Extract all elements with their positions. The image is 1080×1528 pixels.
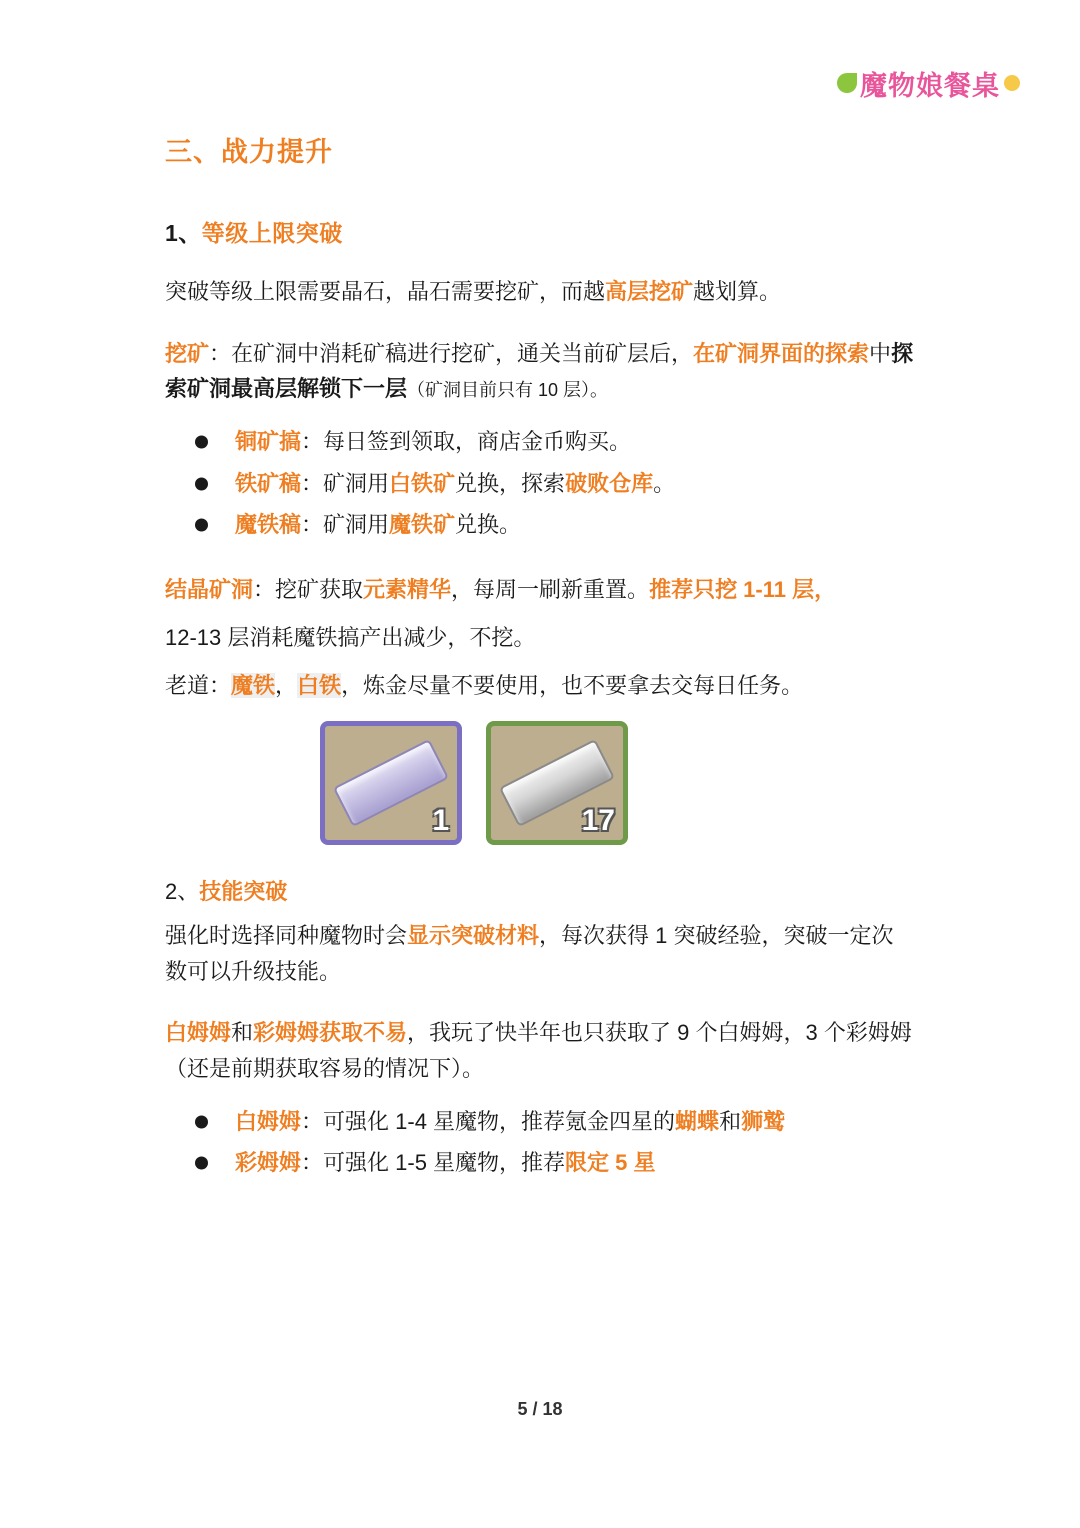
list-item-text: ：矿洞用 [301, 512, 390, 538]
list-item-label: 铁矿稿 [235, 470, 302, 496]
text-run: ，炼金尽量不要使用，也不要拿去交每日任务。 [341, 672, 804, 698]
list-item [195, 504, 915, 546]
text-highlight: 挖矿 [165, 340, 210, 366]
text-run: 中 [869, 340, 892, 366]
dot-icon [1004, 75, 1020, 91]
text-highlight: 限定 5 星 [565, 1150, 656, 1176]
list-item-text: ：矿洞用 [301, 470, 390, 496]
text-run: ，我玩了快半年也只获取了 9 个白姆姆，3 个彩姆姆（还是前期获取容易的情况下）。 [165, 1020, 912, 1082]
text-highlight: 白铁 [297, 672, 342, 698]
text-run: 和 [231, 1020, 254, 1046]
list-item-text: 兑换，探索 [455, 470, 566, 496]
item-icon-row [320, 721, 915, 845]
bullet-icon [195, 435, 208, 448]
list-item [195, 1142, 915, 1184]
text-note: （矿洞目前只有 10 层）。 [407, 380, 609, 401]
text-highlight: 推荐只挖 1-11 层， [649, 577, 837, 603]
text-highlight: 魔铁 [231, 672, 276, 698]
text-highlight: 狮鹫 [741, 1108, 786, 1134]
brand-logo [830, 52, 1020, 114]
paragraph-ore-advice [165, 668, 915, 704]
bullet-icon [195, 477, 208, 490]
list-item-label: 魔铁稿 [235, 512, 302, 538]
list-item-label: 彩姆姆 [235, 1150, 302, 1176]
text-bold: 探索矿洞最高层解锁下一层 [165, 340, 914, 402]
leaf-icon [837, 73, 857, 93]
subheading-2-number: 2、 [165, 879, 200, 905]
subheading-2-label: 技能突破 [199, 879, 288, 905]
subheading-1-label: 等级上限突破 [201, 220, 343, 246]
text-highlight: 元素精华 [363, 577, 452, 603]
page-number: 5 / 18 [517, 1399, 563, 1419]
text-run: ，每周一刷新重置。 [451, 577, 650, 603]
list-item [195, 421, 915, 463]
mumu-list [165, 1101, 915, 1185]
text-run: ：挖矿获取 [253, 577, 364, 603]
bullet-icon [195, 519, 208, 532]
list-item [195, 463, 915, 505]
text-run: 突破等级上限需要晶石，晶石需要挖矿，而越 [165, 279, 606, 304]
text-highlight: 白姆姆 [165, 1020, 232, 1046]
list-item [195, 1101, 915, 1143]
list-item-label: 铜矿搞 [235, 428, 302, 454]
item-count: 1 [432, 804, 449, 838]
text-run: 老道： [165, 672, 232, 698]
logo-text: 魔物娘餐桌 [860, 70, 1000, 101]
text-highlight: 结晶矿洞 [165, 577, 254, 603]
subheading-1-number: 1、 [165, 220, 202, 246]
text-highlight: 魔铁矿 [389, 512, 456, 538]
paragraph-mining [165, 336, 915, 407]
text-highlight: 白铁矿 [389, 470, 456, 496]
text-run: 强化时选择同种魔物时会 [165, 923, 408, 949]
list-item-text: ：可强化 1-4 星魔物，推荐氪金四星的 [301, 1108, 676, 1134]
text-run: ，每次获得 1 突破经验，突破一定次数可以升级技能。 [165, 923, 894, 984]
list-item-text: ：每日签到领取，商店金币购买。 [301, 428, 632, 454]
text-highlight: 破败仓库 [565, 470, 654, 496]
text-run: ：在矿洞中消耗矿稿进行挖矿，通关当前矿层后， [209, 340, 694, 366]
paragraph-mumu [165, 1015, 915, 1086]
list-item-label: 白姆姆 [235, 1108, 302, 1134]
list-item-text: 。 [653, 470, 676, 496]
text-highlight: 彩姆姆获取不易 [253, 1020, 408, 1046]
item-card-magic-iron [320, 721, 462, 845]
paragraph-crystal-mine [165, 572, 915, 608]
paragraph-skill-breakthrough [165, 918, 915, 989]
page-title: 三、战力提升 [165, 137, 333, 167]
list-item-text: 兑换。 [455, 512, 522, 538]
text-run: ， [275, 672, 298, 698]
bullet-icon [195, 1157, 208, 1170]
item-count: 17 [581, 804, 615, 838]
paragraph-level-cap [165, 274, 915, 310]
item-card-white-iron [486, 721, 628, 845]
paragraph-floor-note: 12-13 层消耗魔铁搞产出减少，不挖。 [165, 624, 536, 650]
text-highlight: 蝴蝶 [675, 1108, 720, 1134]
text-run: 越划算。 [693, 279, 782, 304]
list-item-text: 和 [719, 1108, 742, 1134]
text-highlight: 高层挖矿 [605, 279, 694, 304]
subheading-1 [165, 215, 915, 248]
subheading-2 [165, 875, 915, 906]
list-item-text: ：可强化 1-5 星魔物，推荐 [301, 1150, 566, 1176]
bullet-icon [195, 1115, 208, 1128]
mining-pick-list [165, 421, 915, 546]
text-highlight: 显示突破材料 [407, 923, 540, 949]
text-highlight: 在矿洞界面的探索 [693, 340, 870, 366]
